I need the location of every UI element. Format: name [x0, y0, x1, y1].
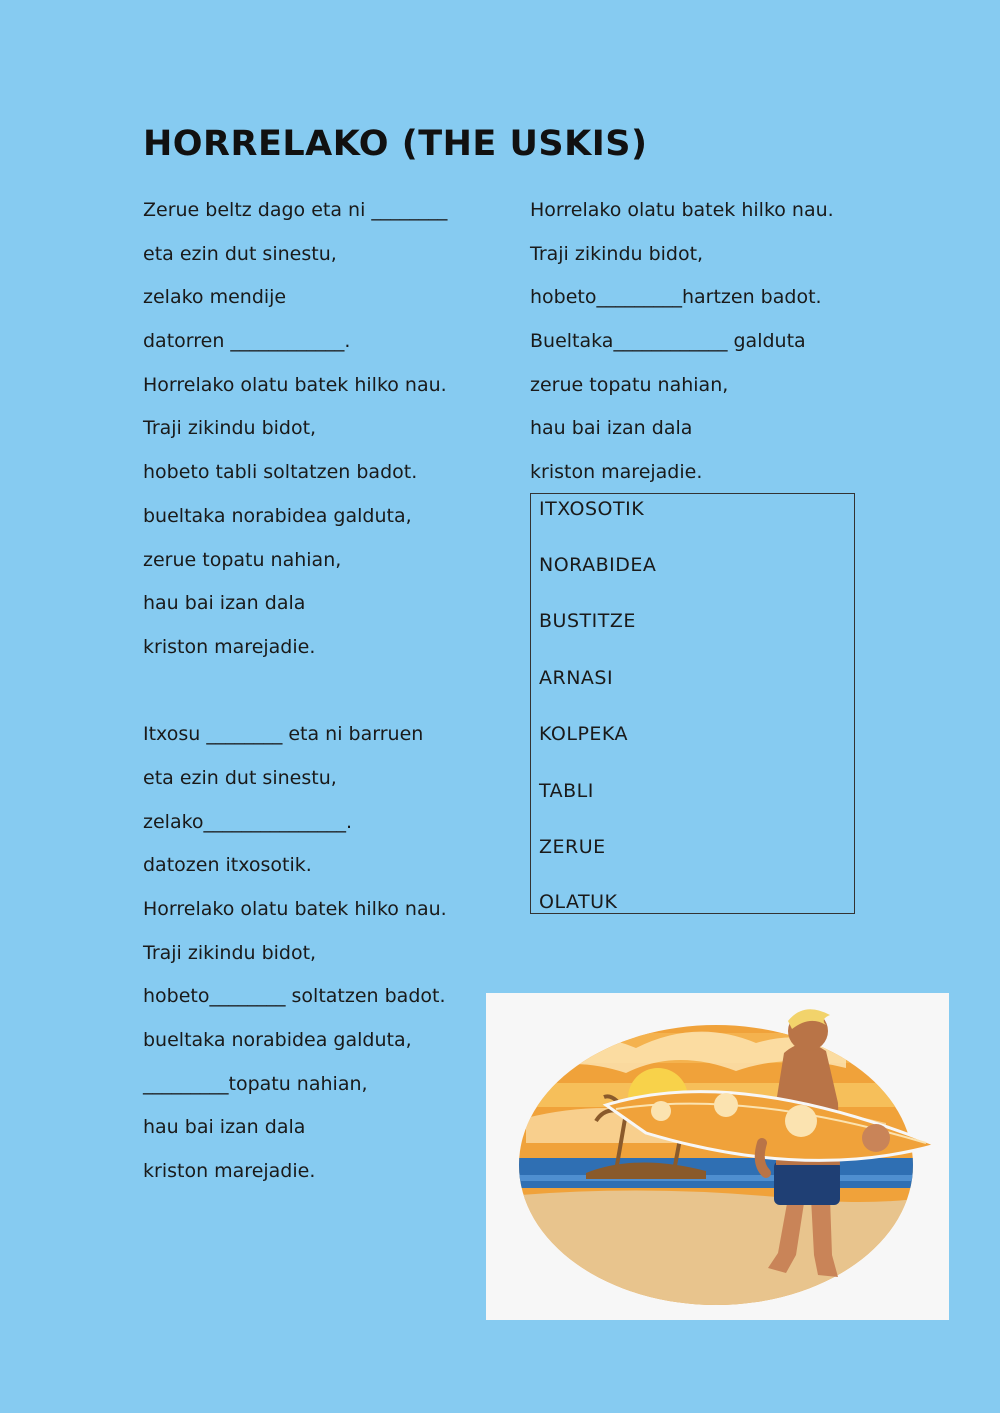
lyric-line: kriston marejadie.	[143, 635, 316, 658]
board-shorts	[774, 1161, 840, 1205]
lyric-line: hobeto_________hartzen badot.	[530, 286, 822, 309]
lyric-line: zelako_______________.	[143, 810, 353, 833]
lyric-line: Traji zikindu bidot,	[530, 242, 704, 265]
lyric-line: datorren ____________.	[143, 330, 351, 353]
word-bank-item[interactable]: TABLI	[539, 780, 594, 802]
page-title: HORRELAKO (THE USKIS)	[143, 124, 648, 164]
sand	[486, 1191, 949, 1321]
surfer-illustration	[486, 993, 949, 1320]
lyric-line: Itxosu ________ eta ni barruen	[143, 723, 424, 746]
word-bank-item[interactable]: KOLPEKA	[539, 723, 629, 745]
lyric-line: bueltaka norabidea galduta,	[143, 1029, 412, 1052]
lyric-line: kriston marejadie.	[530, 461, 703, 484]
lyric-line: bueltaka norabidea galduta,	[143, 504, 412, 527]
lyric-line: datozen itxosotik.	[143, 854, 312, 877]
word-bank-box	[530, 493, 855, 914]
lyric-line: Horrelako olatu batek hilko nau.	[530, 199, 834, 221]
left-lyrics-column	[143, 189, 447, 1194]
verse-gap	[143, 670, 447, 714]
lyric-line: hau bai izan dala	[143, 1116, 306, 1139]
word-bank-item[interactable]: BUSTITZE	[539, 610, 636, 632]
word-bank-item[interactable]: ITXOSOTIK	[539, 498, 645, 520]
surfer-drawing	[486, 993, 949, 1320]
lyric-line: eta ezin dut sinestu,	[143, 766, 337, 789]
right-lyrics-column	[530, 189, 834, 495]
lyric-line: Zerue beltz dago eta ni ________	[143, 199, 448, 221]
lyric-line: _________topatu nahian,	[143, 1072, 368, 1095]
sea	[486, 1158, 949, 1188]
lyric-line: zerue topatu nahian,	[143, 548, 342, 571]
lyric-line: Horrelako olatu batek hilko nau.	[143, 898, 447, 920]
word-bank-item[interactable]: OLATUK	[539, 891, 618, 913]
lyric-line: Traji zikindu bidot,	[143, 941, 317, 964]
lyric-line: eta ezin dut sinestu,	[143, 242, 337, 265]
lyric-line: zelako mendije	[143, 286, 287, 309]
lyric-line: hau bai izan dala	[530, 417, 693, 440]
lyric-line: hobeto tabli soltatzen badot.	[143, 461, 418, 484]
lyric-line: hau bai izan dala	[143, 592, 306, 615]
word-bank-item[interactable]: NORABIDEA	[539, 554, 657, 576]
lyric-line: Traji zikindu bidot,	[143, 417, 317, 440]
lyric-line: Horrelako olatu batek hilko nau.	[143, 373, 447, 396]
word-bank-item[interactable]: ARNASI	[539, 667, 614, 689]
lyric-line: Bueltaka____________ galduta	[530, 330, 806, 353]
word-bank-item[interactable]: ZERUE	[539, 836, 606, 858]
lyric-line: hobeto________ soltatzen badot.	[143, 985, 446, 1008]
lyric-line: zerue topatu nahian,	[530, 373, 729, 396]
lyric-line: kriston marejadie.	[143, 1160, 316, 1183]
